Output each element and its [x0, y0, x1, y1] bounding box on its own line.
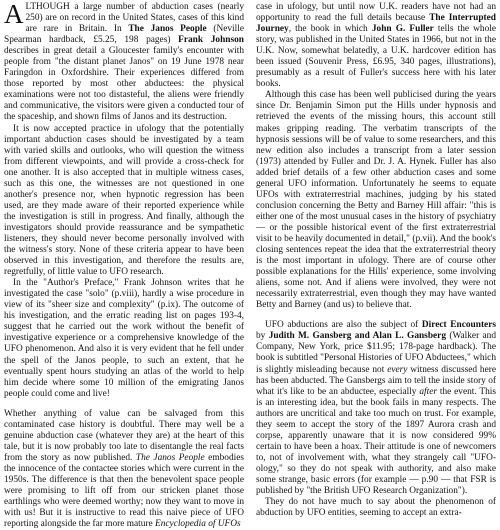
- paragraph-authors-preface: In the "Author's Preface," Frank Johnson writes that he investigated the case "solo" (p.viii), hardly a wise procedure in view of its "sheer size and complexity" (p.ix). The outcome of his investigation, and the erratic reading list on pages 193-4, suggest that he carried out the work without the benefit of investigative experience or a comprehensive knowledge of the UFO phenomenon. And also it is very evident that he fell under the spell of the Janos people, to such an extent, that he eventually spent hours studying an atlas of the world to help him decide where some 10 million of the emigrating Janos people could come and live!: [4, 278, 244, 399]
- right-column: [256, 2, 497, 519]
- text: , the book in which: [288, 24, 372, 35]
- book-title-encyclopedia: Encyclopedia of UFOs: [155, 519, 241, 530]
- paragraph-direct-encounters: [256, 320, 496, 497]
- emphasis: after: [419, 386, 437, 397]
- book-title-interrupted-journey: The Interrupted Journey: [256, 13, 496, 35]
- text: (Walker and Company, New York, price $11.95; 178-page hardback). The book is subtitled "Personal Histories of UFO Abductees," which is slightly misleading because not: [256, 331, 497, 375]
- paragraph-contaminated-case: [4, 409, 244, 530]
- paragraph-interrupted-journey: [256, 2, 496, 90]
- book-title-janos-people: The Janos People: [128, 24, 207, 35]
- text: witness discussed here has been abducted. The Gansbergs aim to tell the inside story of what it's like to be an abductee, especially: [256, 364, 496, 397]
- book-title-direct-encounters: Direct Encounters: [421, 320, 496, 331]
- book-title-italic: The Janos People: [135, 452, 205, 463]
- paragraph-investigation-practice: It is now accepted practice in ufology that the potentially important abduction cases should be investigated by a team with varied skills and outlooks, who will question the witness from different viewpoints, and will provide a cross-check for one another. It is also accepted that in multiple witness cases, such as this one, the witnesses are not questioned in one another's presence nor, when hypnotic regression has been used, are they made aware of their reported experience while the investigation is still in progress. And finally, although the investigators should provide reassurance and be sympathetic listeners, they should never become personally involved with the witness's story. None of these criteria appear to have been observed in this investigation, and therefore the results are, regretfully, of little value to UFO research.: [4, 123, 244, 278]
- text: case in ufology, but until now U.K. readers have not had an opportunity to read the full details because: [256, 2, 496, 24]
- text: embodies the innocence of the contactee stories which were current in the 1950s. The difference is that then the benevolent space people were promising to lift off from our stricken planet those earthlings who were deemed worthy; now they want to move in with us! But it is instructive to read this naive piece of UFO reporting alongside the far more mature: [4, 452, 244, 530]
- drop-cap: A: [4, 0, 24, 29]
- text: UFO abductions are also the subject of: [265, 320, 422, 331]
- text: by: [256, 331, 269, 342]
- paragraph-abduction-phenomenon: They do not have much to say about the phenomenon of abduction by UFO entities, seeming to accept an extra-: [256, 497, 496, 519]
- left-column: [4, 0, 244, 530]
- author-john-fuller: John G. Fuller: [371, 24, 434, 35]
- paragraph-hill-case: Although this case has been well publicised during the years since Dr. Benjamin Simon put the Hills under hypnosis and retrieved the events of the missing hours, this account still makes gripping reading. The verbatim transcripts of the hypnosis sessions will be of value to some researchers, and this new edition also includes a transcript from a later session (1973) attended by Fuller and Dr. J. A. Hynek. Fuller has also added brief details of a few other abduction cases and some general UFO information. Unfortunately he seems to equate UFOs with extraterrestrial machines, judging by his stated conclusion concerning the Betty and Barney Hill affair: "this is either one of the most unusual cases in the history of psychiatry — or the possible historical event of the first extraterrestrial visit to be heavily documented in detail," (p.vii). And the book's closing sentences repeat the idea that the extraterrestrial theory is the most important in ufology. There are of course other possible explanations for the Hills' experience, some involving aliens, some not. And if aliens were involved, they were not necessarily extraterrestrial, even though they may have wanted Betty and Barney (and us) to believe that.: [256, 90, 496, 311]
- text: tells the whole story, was published in the United States in 1966, but not in the U.K. Now, somewhat belatedly, a U.K. hardcover edition has been issued (Souvenir Press, £6.95, 340 pages, illustrations), presumably as a result of Fuller's success here with his later books.: [256, 24, 496, 90]
- paragraph-janos-intro: [4, 2, 244, 124]
- text: Whether anything of value can be salvaged from this contaminated case history is doubtful. There may well be a genuine abduction case (whatever they are) at the heart of this tale, but it is now probably too late to disentangle the real facts from the story as now published.: [4, 408, 244, 463]
- author-frank-johnson: Frank Johnson: [178, 35, 244, 46]
- text: the event. This is an interesting idea, but the book fails in many respects. The authors are uncritical and take too much on trust. For example, they seem to accept the story of the 1897 Aurora crash and corpse, apparently unaware that it is now considered 99% certain to have been a hoax. Their attitude is one of newcomers to, not of involvement with, what they strangely call "UFO-ology," so they do not speak with authority, and also make some strange, basic errors (for example — p.90 — that FSR is published by "the British UFO Research Organization").: [256, 386, 496, 497]
- authors-gansberg: Judith M. Gansberg and Alan L. Gansberg: [268, 331, 446, 342]
- text: (Neville Spearman hardback, £5.25, 198 pages): [4, 24, 244, 46]
- text: LTHOUGH a large number of abduction cases (nearly 250) are on record in the United States, cases of this kind are rare in Britain. In: [25, 2, 244, 35]
- emphasis: every: [387, 364, 408, 375]
- text: describes in great detail a Gloucester family's encounter with people from "the distant planet Janos" on 19 June 1978 near Faringdon in Oxfordshire. Their experiences differed from those reported by most other abductees: the physical examinations were not too distasteful, the aliens were friendly and communicative, the visitors were given a conducted tour of the spaceship, and shown films of Janos and its destruction.: [4, 46, 244, 123]
